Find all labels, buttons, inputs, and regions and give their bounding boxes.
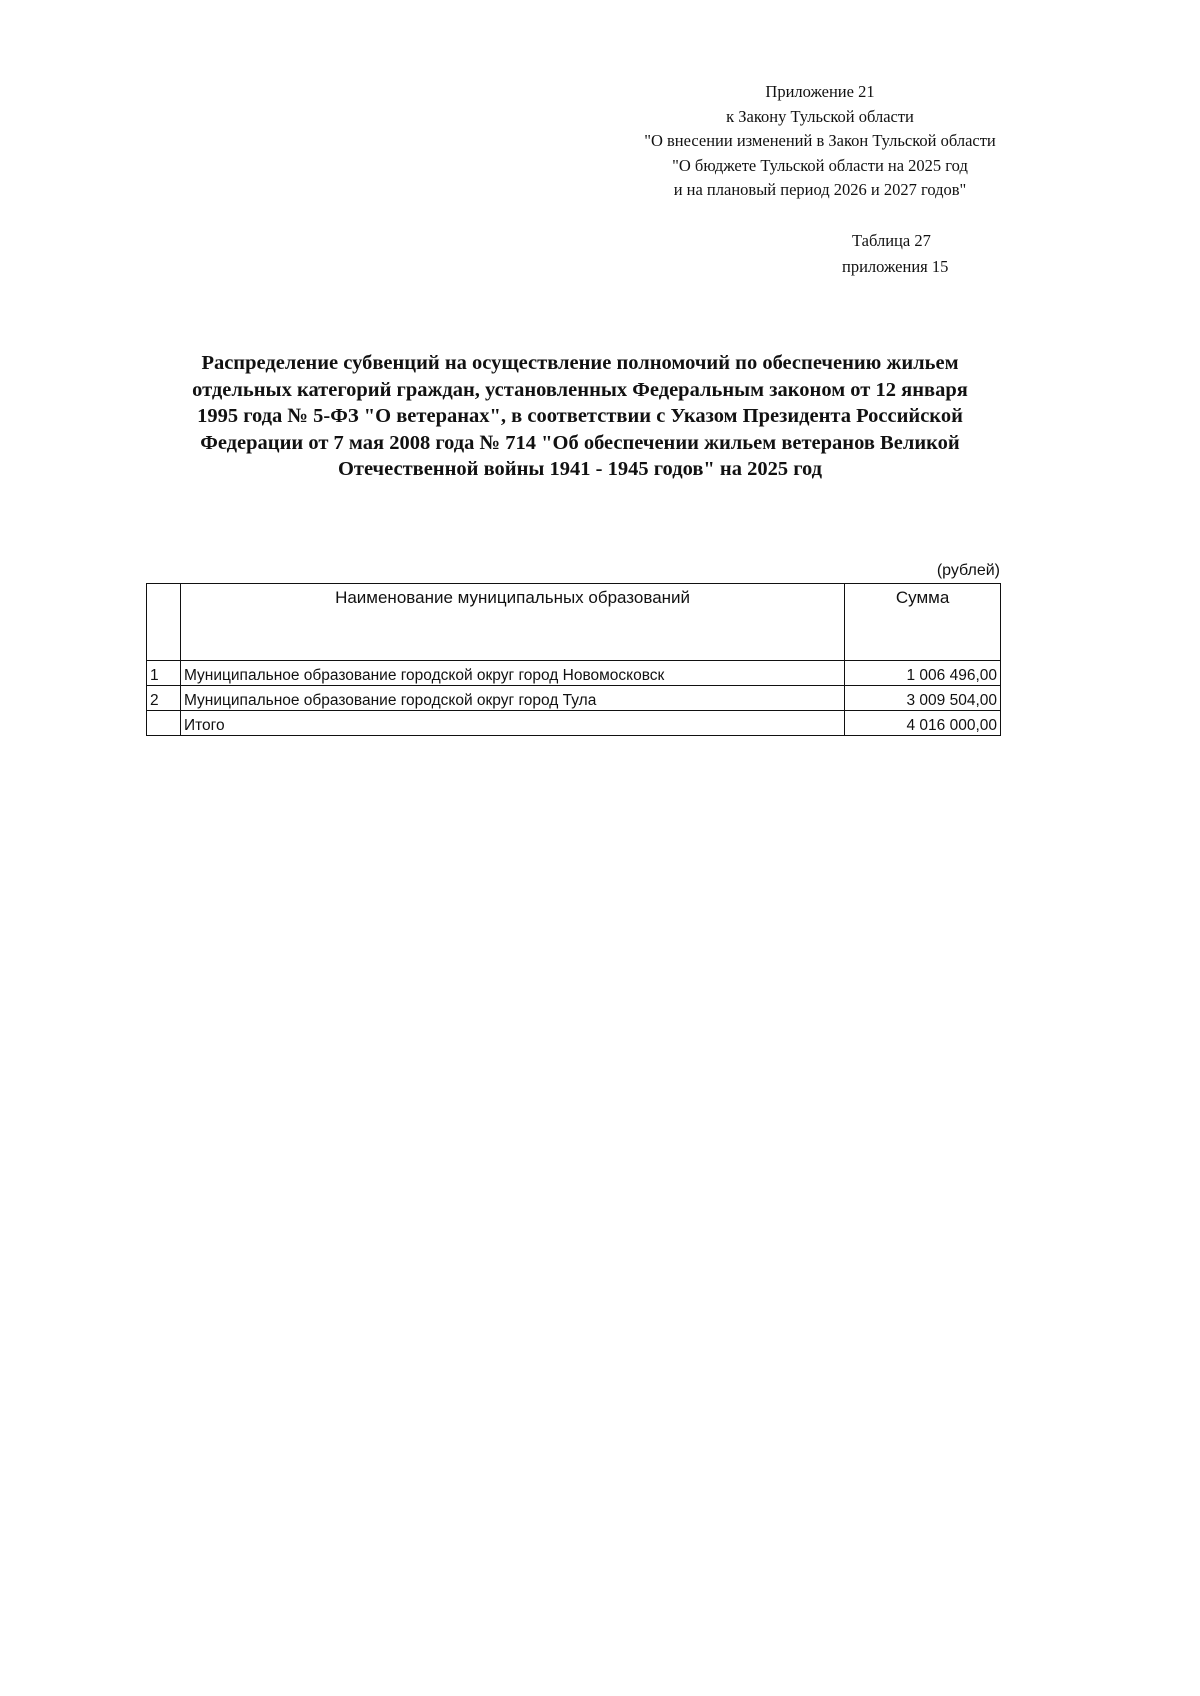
header-amount: Сумма — [845, 584, 1001, 661]
annex-line: "О внесении изменений в Закон Тульской области — [644, 131, 996, 150]
row-number: 1 — [147, 661, 181, 686]
table-number: Таблица 27 — [852, 231, 931, 250]
document-title — [150, 350, 1010, 483]
row-municipality-name: Муниципальное образование городской округ город Новомосковск — [180, 661, 844, 686]
table-total-row — [147, 711, 1001, 736]
title-line: 1995 года № 5-ФЗ "О ветеранах", в соответствии с Указом Президента Российской — [197, 405, 963, 427]
annex-header — [600, 80, 1040, 203]
title-line: Федерации от 7 мая 2008 года № 714 "Об обеспечении жильем ветеранов Великой — [200, 431, 960, 454]
header-number — [147, 584, 181, 661]
appendix-reference: приложения 15 — [842, 257, 949, 276]
header-municipality-name: Наименование муниципальных образований — [180, 584, 844, 661]
table-header-row — [147, 584, 1001, 661]
title-line: Распределение субвенций на осуществление полномочий по обеспечению жильем — [201, 352, 959, 374]
table-row — [147, 686, 1001, 711]
annex-line: к Закону Тульской области — [726, 106, 914, 126]
row-amount: 3 009 504,00 — [845, 686, 1001, 711]
table-reference — [780, 228, 1000, 280]
annex-line: Приложение 21 — [765, 82, 875, 101]
table-row — [147, 661, 1001, 686]
subventions-table — [146, 583, 1001, 736]
total-amount: 4 016 000,00 — [845, 711, 1001, 736]
row-number: 2 — [147, 686, 181, 711]
total-label: Итого — [180, 711, 844, 736]
units-label: (рублей) — [936, 562, 1000, 579]
annex-line: и на плановый период 2026 и 2027 годов" — [673, 180, 967, 199]
row-municipality-name: Муниципальное образование городской округ город Тула — [180, 686, 844, 711]
annex-line: "О бюджете Тульской области на 2025 год — [672, 155, 968, 175]
row-number — [147, 711, 181, 736]
title-line: Отечественной войны 1941 - 1945 годов" на 2025 год — [337, 458, 823, 480]
title-line: отдельных категорий граждан, установленных Федеральным законом от 12 января — [192, 378, 968, 401]
row-amount: 1 006 496,00 — [845, 661, 1001, 686]
